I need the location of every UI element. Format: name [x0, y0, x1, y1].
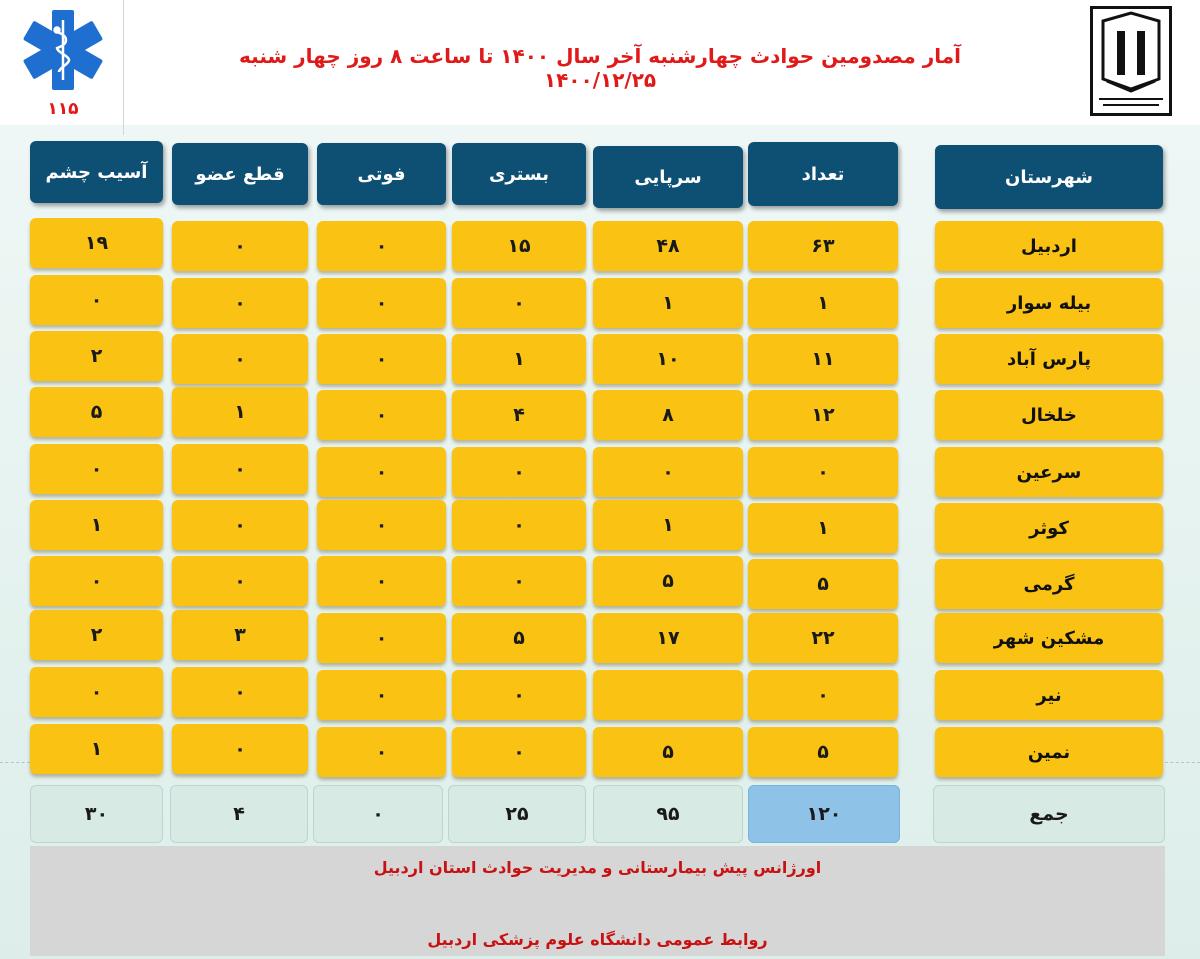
value-cell: ۲: [30, 331, 163, 381]
university-emblem-icon: [1090, 6, 1172, 116]
total-label: جمع: [933, 785, 1165, 843]
value-cell: ۰: [452, 556, 586, 606]
value-cell: ۵: [593, 727, 743, 777]
header-outpatient: سرپایی: [593, 146, 743, 208]
header-city: شهرستان: [935, 145, 1163, 209]
value-cell: ۱: [593, 278, 743, 328]
value-cell: ۱: [452, 334, 586, 384]
value-cell: ۱۱: [748, 334, 898, 384]
value-cell: ۰: [452, 278, 586, 328]
value-cell: ۲: [30, 610, 163, 660]
city-cell: بیله سوار: [935, 278, 1163, 328]
value-cell: ۰: [172, 444, 308, 494]
value-cell: ۰: [317, 221, 446, 271]
value-cell: ۱۹: [30, 218, 163, 268]
value-cell: ۰: [317, 670, 446, 720]
value-cell: ۰: [30, 556, 163, 606]
value-cell: ۰: [317, 500, 446, 550]
value-cell: ۵: [30, 387, 163, 437]
value-cell: ۰: [452, 727, 586, 777]
value-cell: ۰: [172, 221, 308, 271]
value-cell: ۶۳: [748, 221, 898, 271]
header-death: فوتی: [317, 143, 446, 205]
total-outpatient: ۹۵: [593, 785, 743, 843]
value-cell: ۰: [30, 275, 163, 325]
value-cell: ۰: [30, 667, 163, 717]
value-cell: ۰: [593, 447, 743, 497]
value-cell: ۰: [172, 667, 308, 717]
city-cell: مشکین شهر: [935, 613, 1163, 663]
value-cell: ۰: [748, 447, 898, 497]
value-cell: ۸: [593, 390, 743, 440]
city-cell: گرمی: [935, 559, 1163, 609]
value-cell: ۵: [748, 559, 898, 609]
value-cell: [593, 670, 743, 720]
value-cell: ۴: [452, 390, 586, 440]
value-cell: ۱: [172, 387, 308, 437]
total-hospitalized: ۲۵: [448, 785, 586, 843]
value-cell: ۰: [172, 500, 308, 550]
value-cell: ۵: [748, 727, 898, 777]
value-cell: ۰: [452, 670, 586, 720]
total-eye-injury: ۳۰: [30, 785, 163, 843]
dashed-guide-left: [0, 762, 30, 763]
value-cell: ۰: [317, 334, 446, 384]
city-cell: پارس آباد: [935, 334, 1163, 384]
total-death: ۰: [313, 785, 443, 843]
value-cell: ۰: [30, 444, 163, 494]
value-cell: ۱: [30, 500, 163, 550]
dashed-guide-right: [1165, 762, 1200, 763]
value-cell: ۰: [172, 334, 308, 384]
footer-line-1: اورژانس پیش بیمارستانی و مدیریت حوادث استان اردبیل: [373, 858, 822, 877]
value-cell: ۱: [748, 278, 898, 328]
header-count: تعداد: [748, 142, 898, 206]
value-cell: ۰: [317, 556, 446, 606]
city-cell: نمین: [935, 727, 1163, 777]
city-cell: اردبیل: [935, 221, 1163, 271]
total-count: ۱۲۰: [748, 785, 900, 843]
value-cell: ۰: [317, 447, 446, 497]
value-cell: ۵: [593, 556, 743, 606]
header-eye-injury: آسیب چشم: [30, 141, 163, 203]
value-cell: ۰: [172, 556, 308, 606]
total-amputation: ۴: [170, 785, 308, 843]
value-cell: ۰: [452, 500, 586, 550]
value-cell: ۰: [317, 727, 446, 777]
value-cell: ۰: [317, 613, 446, 663]
divider-line: [123, 0, 124, 135]
header-amputation: قطع عضو: [172, 143, 308, 205]
city-cell: خلخال: [935, 390, 1163, 440]
header-hospitalized: بستری: [452, 143, 586, 205]
value-cell: ۴۸: [593, 221, 743, 271]
value-cell: ۰: [452, 447, 586, 497]
page-title: آمار مصدومین حوادث چهارشنبه آخر سال ۱۴۰۰ تا ساعت ۸ روز چهار شنبه ۱۴۰۰/۱۲/۲۵: [239, 44, 961, 92]
city-cell: کوثر: [935, 503, 1163, 553]
value-cell: ۱۰: [593, 334, 743, 384]
value-cell: ۱: [30, 724, 163, 774]
emergency-number: ۱۱۵: [47, 99, 79, 119]
footer-line-2: روابط عمومی دانشگاه علوم پزشکی اردبیل: [427, 930, 768, 949]
value-cell: ۰: [317, 278, 446, 328]
city-cell: نیر: [935, 670, 1163, 720]
value-cell: ۱۲: [748, 390, 898, 440]
value-cell: ۲۲: [748, 613, 898, 663]
value-cell: ۱: [748, 503, 898, 553]
value-cell: ۱۷: [593, 613, 743, 663]
value-cell: ۱: [593, 500, 743, 550]
value-cell: ۱۵: [452, 221, 586, 271]
city-cell: سرعین: [935, 447, 1163, 497]
value-cell: ۰: [172, 278, 308, 328]
value-cell: ۰: [317, 390, 446, 440]
star-of-life-icon: [20, 8, 106, 120]
value-cell: ۰: [172, 724, 308, 774]
value-cell: ۳: [172, 610, 308, 660]
value-cell: ۰: [748, 670, 898, 720]
value-cell: ۵: [452, 613, 586, 663]
